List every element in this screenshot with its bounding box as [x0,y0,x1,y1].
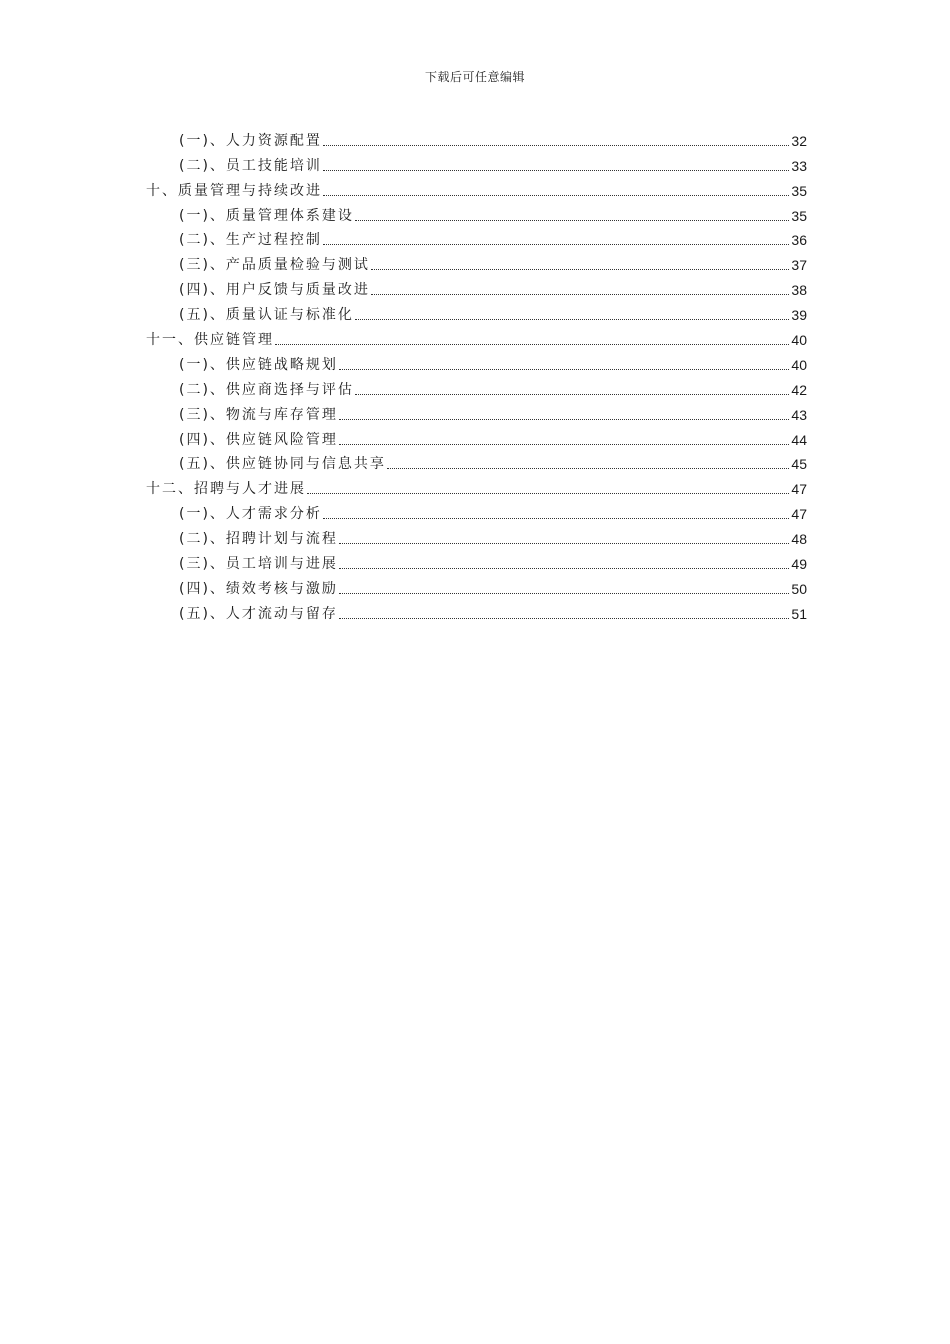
toc-entry-label: (一)、人才需求分析 [179,506,322,523]
toc-entry-page: 43 [791,406,807,423]
toc-leader-dots [339,419,789,420]
toc-entry-label: (二)、供应商选择与评估 [179,381,354,398]
toc-entry-label: (五)、质量认证与标准化 [179,307,354,324]
toc-entry-page: 47 [791,481,807,498]
toc-entry-label: 十、质量管理与持续改进 [146,182,322,199]
toc-entry[interactable] [146,226,807,251]
toc-leader-dots [339,568,789,569]
toc-entry-label: (二)、员工技能培训 [179,157,322,174]
toc-entry[interactable] [146,574,807,599]
toc-leader-dots [323,244,789,245]
toc-entry-page: 50 [791,580,807,597]
toc-leader-dots [323,145,789,146]
toc-entry[interactable] [146,250,807,275]
toc-entry[interactable] [146,450,807,475]
toc-entry[interactable] [146,549,807,574]
toc-entry[interactable] [146,275,807,300]
toc-leader-dots [339,369,789,370]
toc-entry-label: (一)、人力资源配置 [179,132,322,149]
toc-leader-dots [339,593,789,594]
toc-entry-page: 40 [791,356,807,373]
page-header: 下载后可任意编辑 [424,70,525,84]
toc-entry[interactable] [146,599,807,624]
toc-leader-dots [339,618,789,619]
toc-chapter-entry[interactable] [146,325,807,350]
toc-entry-label: 十一、供应链管理 [146,332,274,349]
toc-entry-page: 37 [791,257,807,274]
toc-leader-dots [355,319,789,320]
toc-entry-page: 40 [791,332,807,349]
toc-leader-dots [275,344,789,345]
toc-entry-page: 47 [791,506,807,523]
toc-entry-label: (五)、人才流动与留存 [179,605,338,622]
toc-leader-dots [355,394,789,395]
toc-entry-page: 45 [791,456,807,473]
toc-entry[interactable] [146,300,807,325]
toc-entry-page: 38 [791,282,807,299]
toc-entry-page: 35 [791,207,807,224]
toc-entry-label: (三)、物流与库存管理 [179,406,338,423]
toc-entry-page: 35 [791,182,807,199]
toc-entry-label: (四)、供应链风险管理 [179,431,338,448]
toc-leader-dots [323,195,789,196]
toc-entry-label: (四)、绩效考核与激励 [179,580,338,597]
toc-entry[interactable] [146,350,807,375]
toc-entry[interactable] [146,499,807,524]
toc-entry-page: 48 [791,531,807,548]
toc-entry-page: 33 [791,157,807,174]
toc-entry[interactable] [146,375,807,400]
toc-leader-dots [339,444,789,445]
toc-entry-label: (五)、供应链协同与信息共享 [179,456,386,473]
toc-entry-label: (三)、产品质量检验与测试 [179,257,370,274]
toc-leader-dots [355,220,789,221]
toc-entry[interactable] [146,151,807,176]
toc-entry[interactable] [146,201,807,226]
toc-entry-page: 49 [791,556,807,573]
toc-leader-dots [387,468,789,469]
toc-entry[interactable] [146,400,807,425]
toc-leader-dots [339,543,789,544]
toc-entry-page: 32 [791,132,807,149]
toc-entry-page: 42 [791,381,807,398]
toc-chapter-entry[interactable] [146,474,807,499]
toc-entry-label: (四)、用户反馈与质量改进 [179,282,370,299]
toc-entry-page: 44 [791,431,807,448]
toc-chapter-entry[interactable] [146,176,807,201]
toc-entry[interactable] [146,425,807,450]
toc-leader-dots [307,493,789,494]
toc-entry-label: (三)、员工培训与进展 [179,556,338,573]
toc-entry-page: 36 [791,232,807,249]
toc-entry-label: (二)、招聘计划与流程 [179,531,338,548]
toc-entry-page: 51 [791,605,807,622]
toc-entry[interactable] [146,524,807,549]
toc-entry-label: 十二、招聘与人才进展 [146,481,306,498]
toc-entry[interactable] [146,126,807,151]
toc-leader-dots [371,294,789,295]
toc-entry-label: (一)、供应链战略规划 [179,356,338,373]
toc-entry-label: (一)、质量管理体系建设 [179,207,354,224]
toc-entry-page: 39 [791,307,807,324]
table-of-contents [146,126,807,624]
toc-leader-dots [323,518,789,519]
toc-leader-dots [323,170,789,171]
toc-entry-label: (二)、生产过程控制 [179,232,322,249]
toc-leader-dots [371,269,789,270]
